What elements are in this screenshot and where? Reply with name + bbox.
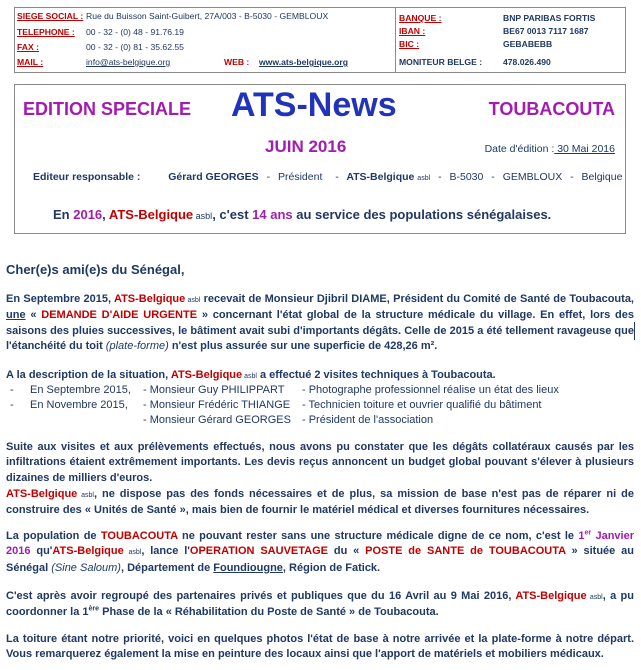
mail-label: MAIL : [17,57,44,67]
list-item-1-desc: - Photographe professionnel réalise un état des lieux [302,384,559,396]
tel-label: TELEPHONE : [17,27,75,37]
place-label: TOUBACOUTA [488,99,615,119]
fax-label: FAX : [17,42,39,52]
paragraph-5: La population de TOUBACOUTA ne pouvant rester sans une structure médicale digne de ce nom, c'est le 1er Janvier 2016 qu'ATS-Belgique asbl, lance l'OPERATION SAUVETAGE du « POSTE de SANTE de TOUBACOUTA » située au Sénégal (Sine Saloum), Département de Foundiougne, Région de Fatick. [6,529,634,574]
tel-value: 00 - 32 - (0) 48 - 91.76.19 [86,27,184,37]
list-item-2-date: En Novembre 2015, [30,399,128,411]
moniteur-label: MONITEUR BELGE : [399,57,483,67]
banque-value: BNP PARIBAS FORTIS [503,13,596,23]
mail-link[interactable]: info@ats-belgique.org [86,57,171,67]
newsletter-banner [14,84,626,234]
list-item-1-date: En Septembre 2015, [30,384,131,396]
list-item-2-desc: - Technicien toiture et ouvrier qualifié du bâtiment [302,399,542,411]
contact-header-table [14,7,626,73]
editor-name: Gérard GEORGES [168,171,259,183]
paragraph-4: ATS-Belgique asbl, ne dispose pas des fonds nécessaires et de plus, sa mission de base n'est pas de réparer ni de construire des « Unités de Santé », mais bien de fournir le matériel médical et diverses fournitures nécessaires. [6,488,634,517]
fax-value: 00 - 32 - (0) 81 - 35.62.55 [86,42,184,52]
iban-label: IBAN : [399,26,426,36]
issue-month: JUIN 2016 [265,137,347,156]
banque-label: BANQUE : [399,13,442,23]
header-divider [395,8,396,72]
edition-label: EDITION SPECIALE [23,99,192,119]
editor-line: Editeur responsable : Gérard GEORGES - Président - ATS-Belgique asbl - B-5030 - GEMBLOUX - Belgique [33,171,623,183]
list-bullet-2: - [10,399,14,411]
greeting: Cher(e)s ami(e)s du Sénégal, [6,262,185,277]
list-item-1-name: - Monsieur Guy PHILIPPART [143,384,285,396]
web-label: WEB : [224,57,250,67]
list-item-2-name: - Monsieur Frédéric THIANGE [143,399,291,411]
slogan: En 2016, ATS-Belgique asbl, c'est 14 ans au service des populations sénégalaises. [53,207,552,222]
paragraph-1: En Septembre 2015, ATS-Belgique asbl recevait de Monsieur Djibril DIAME, Président du Comité de Santé de Toubacouta, une « DEMANDE D'AIDE URGENTE » concernant l'état global de la structure médicale du village. En effet, lors des saisons des pluies successives, le bâtiment avait subi d'importants dégâts. Celle de 2015 a été tellement ravageuse que l'étanchéité du toit (plate-forme) n'est plus assurée sur une superficie de 428,26 m². [6,293,634,353]
paragraph-7: La toiture étant notre priorité, voici en quelques photos l'état de base à notre arrivée et la plate-forme à notre départ. Vous remarquerez également la mise en peinture des locaux ainsi que l'apport de matériels et mobiliers médicaux. [6,633,634,661]
paragraph-6: C'est après avoir regroupé des partenaires privés et publiques que du 16 Avril au 9 Mai 2016, ATS-Belgique asbl, a pu coordonner la 1ère Phase de la « Réhabilitation du Poste de Santé » de Toubacouta. [6,590,634,619]
list-item-3-name: - Monsieur Gérard GEORGES [143,414,291,426]
bic-value: GEBABEBB [503,39,553,49]
bic-label: BIC : [399,39,420,49]
web-link[interactable]: www.ats-belgique.org [259,57,348,67]
list-item-3-desc: - Président de l'association [302,414,434,426]
newsletter-title: ATS-News [231,86,397,124]
siege-value: Rue du Buisson Saint-Guibert, 27A/003 - B-5030 - GEMBLOUX [86,11,329,21]
list-bullet-1: - [10,384,14,396]
edition-date: Date d'édition : 30 Mai 2016 [484,143,615,155]
text-cursor-bar [634,322,635,340]
siege-label: SIEGE SOCIAL : [17,11,84,21]
paragraph-2: A la description de la situation, ATS-Belgique asbl a effectué 2 visites techniques à Toubacouta. [6,369,496,381]
moniteur-value: 478.026.490 [503,57,551,67]
iban-value: BE67 0013 7117 1687 [503,26,589,36]
paragraph-3: Suite aux visites et aux prélèvements effectués, nous avons pu constater que les dégâts collatéraux causés par les infiltrations étaient extrêmement importants. Les devis reçus annoncent un budget global pouvant s'élever à plusieurs dizaines de milliers d'euros. [6,441,634,484]
